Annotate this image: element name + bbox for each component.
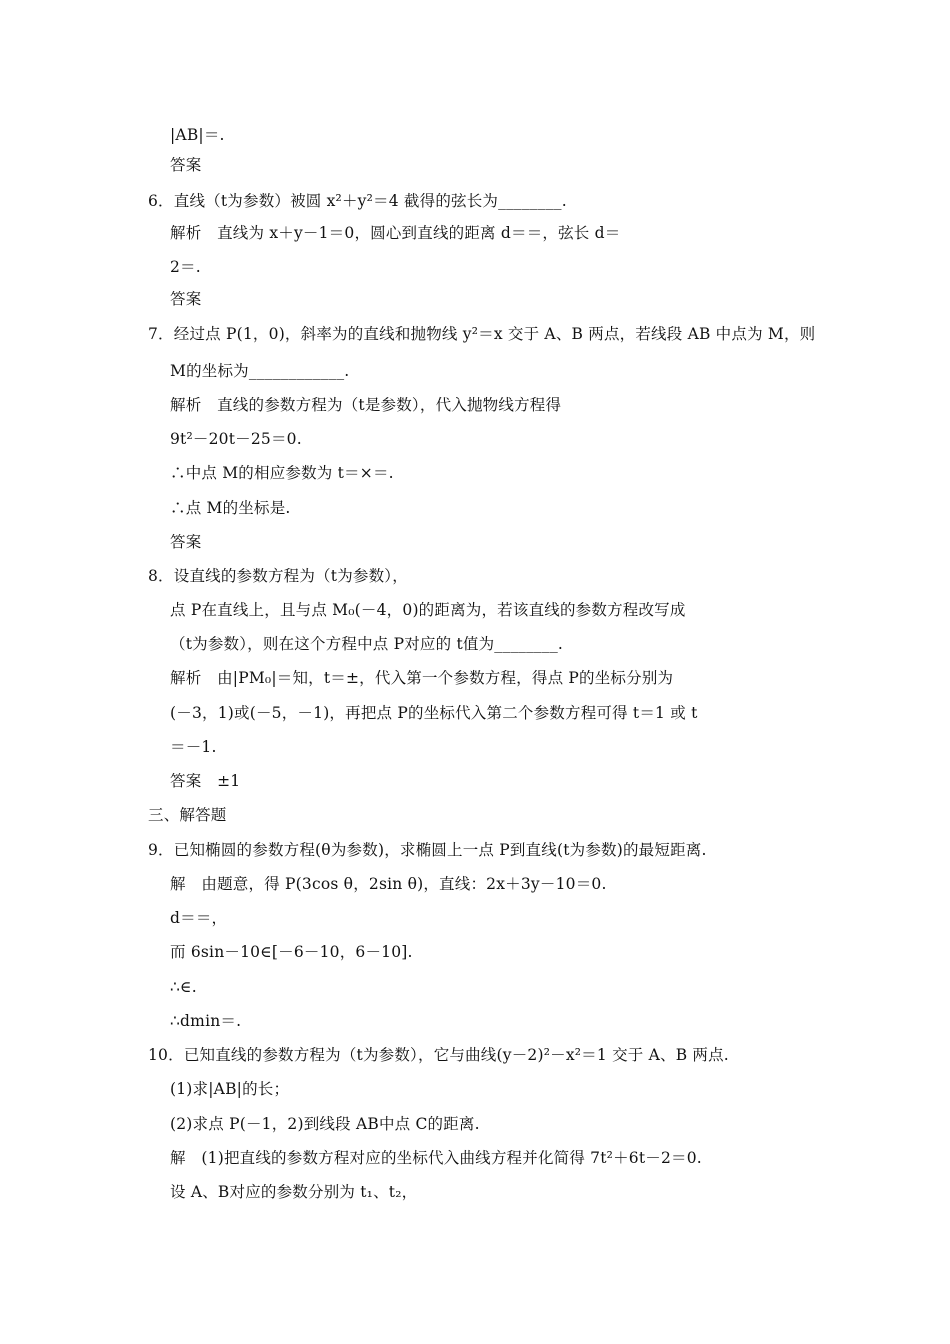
- text-line: 解 (1)把直线的参数方程对应的坐标代入曲线方程并化简得 7t²＋6t－2＝0.: [170, 1149, 702, 1167]
- answer-line: 答案 ±1: [170, 772, 241, 790]
- text-line: d＝＝，: [170, 909, 228, 927]
- text-line: (2)求点 P(－1，2)到线段 AB中点 C的距离.: [170, 1115, 480, 1133]
- question-7: 7．经过点 P(1，0)，斜率为的直线和抛物线 y²＝x 交于 A、B 两点，若线段 AB 中点为 M，则: [148, 325, 816, 343]
- answer-label: 答案: [170, 533, 202, 551]
- question-9: 9．已知椭圆的参数方程(θ为参数)，求椭圆上一点 P到直线(t为参数)的最短距离.: [148, 841, 707, 859]
- text-line: ＝－1.: [170, 738, 217, 756]
- text-line: 9t²－20t－25＝0.: [170, 430, 302, 448]
- text-line: ∴点 M的坐标是.: [170, 499, 291, 517]
- text-line: 设 A、B对应的参数分别为 t₁、t₂，: [170, 1183, 418, 1201]
- text-line: ∴∈.: [170, 978, 197, 996]
- text-line: |AB|＝.: [170, 126, 225, 144]
- text-line: 解析 直线的参数方程为（t是参数），代入抛物线方程得: [170, 396, 562, 414]
- text-line: (－3，1)或(－5，－1)，再把点 P的坐标代入第二个参数方程可得 t＝1 或 t: [170, 704, 698, 722]
- text-line: M的坐标为____________.: [170, 362, 350, 380]
- text-line: ∴中点 M的相应参数为 t＝×＝.: [170, 464, 394, 482]
- text-line: 而 6sin－10∈[－6－10，6－10].: [170, 943, 413, 961]
- text-line: 解 由题意，得 P(3cos θ，2sin θ)，直线：2x＋3y－10＝0.: [170, 875, 607, 893]
- text-line: 点 P在直线上，且与点 M₀(－4，0)的距离为，若该直线的参数方程改写成: [170, 601, 686, 619]
- question-10: 10．已知直线的参数方程为（t为参数），它与曲线(y－2)²－x²＝1 交于 A、B 两点.: [148, 1046, 729, 1064]
- text-line: 解析 直线为 x＋y－1＝0，圆心到直线的距离 d＝＝，弦长 d＝: [170, 224, 621, 242]
- question-8: 8．设直线的参数方程为（t为参数），: [148, 567, 408, 585]
- section-heading: 三、解答题: [148, 806, 227, 824]
- text-line: 解析 由|PM₀|＝知，t＝±，代入第一个参数方程，得点 P的坐标分别为: [170, 669, 674, 687]
- text-line: （t为参数），则在这个方程中点 P对应的 t值为________.: [170, 635, 564, 653]
- answer-label: 答案: [170, 290, 202, 308]
- text-line: (1)求|AB|的长；: [170, 1080, 290, 1098]
- text-line: 2＝.: [170, 258, 201, 276]
- text-line: ∴dmin＝.: [170, 1012, 242, 1030]
- answer-label: 答案: [170, 156, 202, 174]
- question-6: 6．直线（t为参数）被圆 x²＋y²＝4 截得的弦长为________.: [148, 192, 567, 210]
